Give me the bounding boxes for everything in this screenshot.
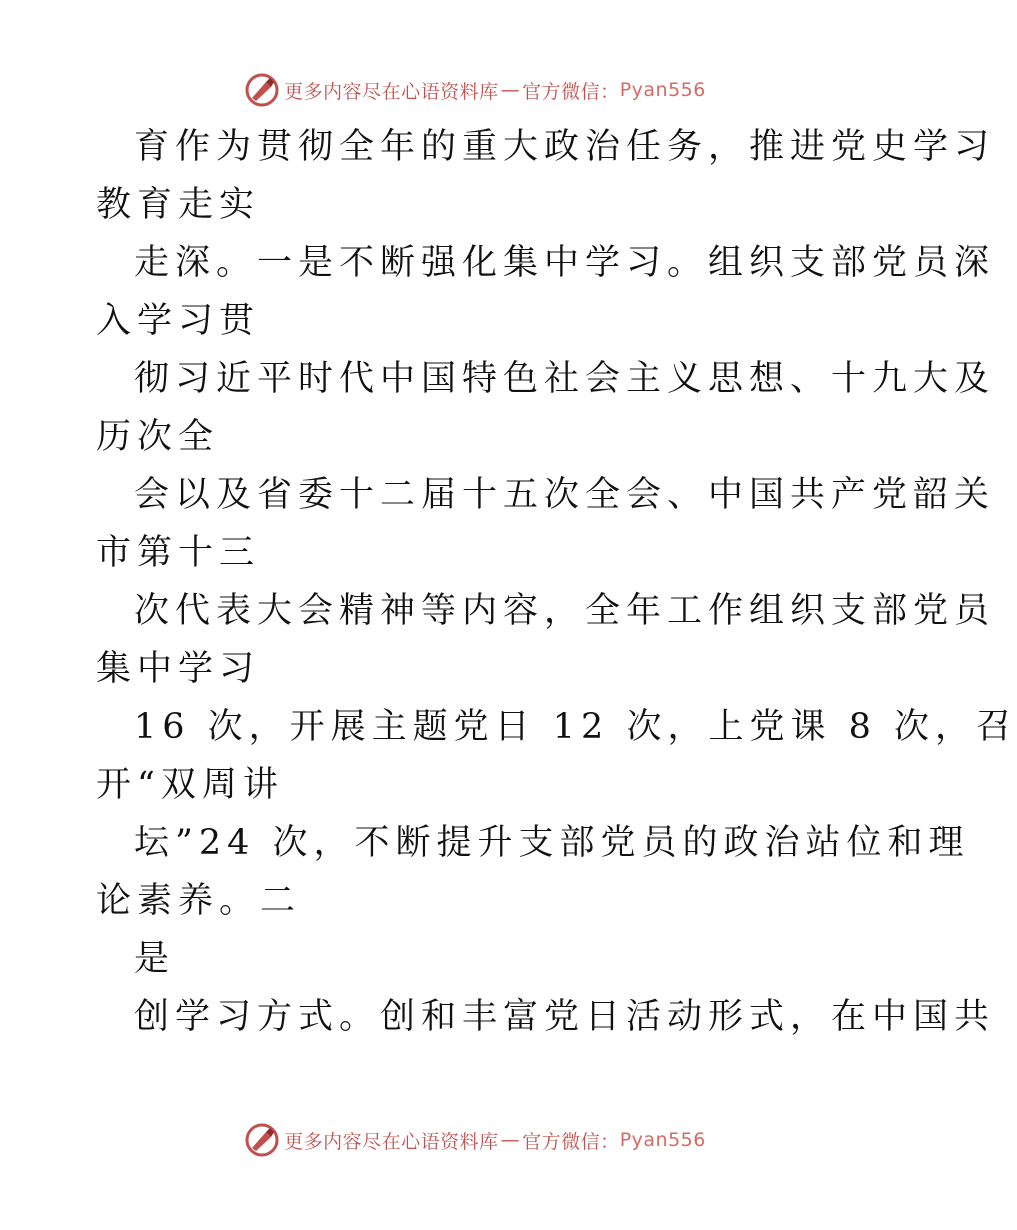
body-line: 是 xyxy=(134,939,176,979)
body-line: 开“双周讲 xyxy=(96,765,284,805)
body-line: 坛”24 次，不断提升支部党员的政治站位和理 xyxy=(134,823,970,863)
watermark-header xyxy=(0,70,950,110)
watermark-wechat-id: Pyan556 xyxy=(619,1129,706,1151)
document-body xyxy=(96,118,1017,1046)
body-line: 创学习方式。创和丰富党日活动形式，在中国共 xyxy=(134,997,996,1037)
body-line: 论素养。二 xyxy=(96,881,302,921)
watermark-footer xyxy=(0,1120,950,1160)
body-line: 市第十三 xyxy=(96,533,261,573)
watermark-dash: — xyxy=(500,1129,521,1151)
watermark-dash: — xyxy=(500,79,521,101)
body-line: 集中学习 xyxy=(96,649,261,689)
watermark-wechat-label: 官方微信： xyxy=(522,1130,620,1153)
body-line: 次代表大会精神等内容，全年工作组织支部党员 xyxy=(134,591,996,631)
body-line: 历次全 xyxy=(96,417,220,457)
watermark-wechat-id: Pyan556 xyxy=(619,79,706,101)
body-line: 教育走实 xyxy=(96,185,261,225)
pen-nib-logo-icon xyxy=(244,72,280,108)
watermark-wechat-label: 官方微信： xyxy=(522,80,620,103)
body-line: 彻习近平时代中国特色社会主义思想、十九大及 xyxy=(134,359,996,399)
pen-nib-logo-icon xyxy=(244,1122,280,1158)
body-line: 走深。一是不断强化集中学习。组织支部党员深 xyxy=(134,243,996,283)
body-line: 入学习贯 xyxy=(96,301,261,341)
watermark-text: 更多内容尽在心语资料库 xyxy=(284,1130,499,1153)
body-line: 16 次，开展主题党日 12 次，上党课 8 次，召 xyxy=(134,707,1017,747)
body-line: 会以及省委十二届十五次全会、中国共产党韶关 xyxy=(134,475,996,515)
watermark-text: 更多内容尽在心语资料库 xyxy=(284,80,499,103)
body-line: 育作为贯彻全年的重大政治任务，推进党史学习 xyxy=(134,127,996,167)
